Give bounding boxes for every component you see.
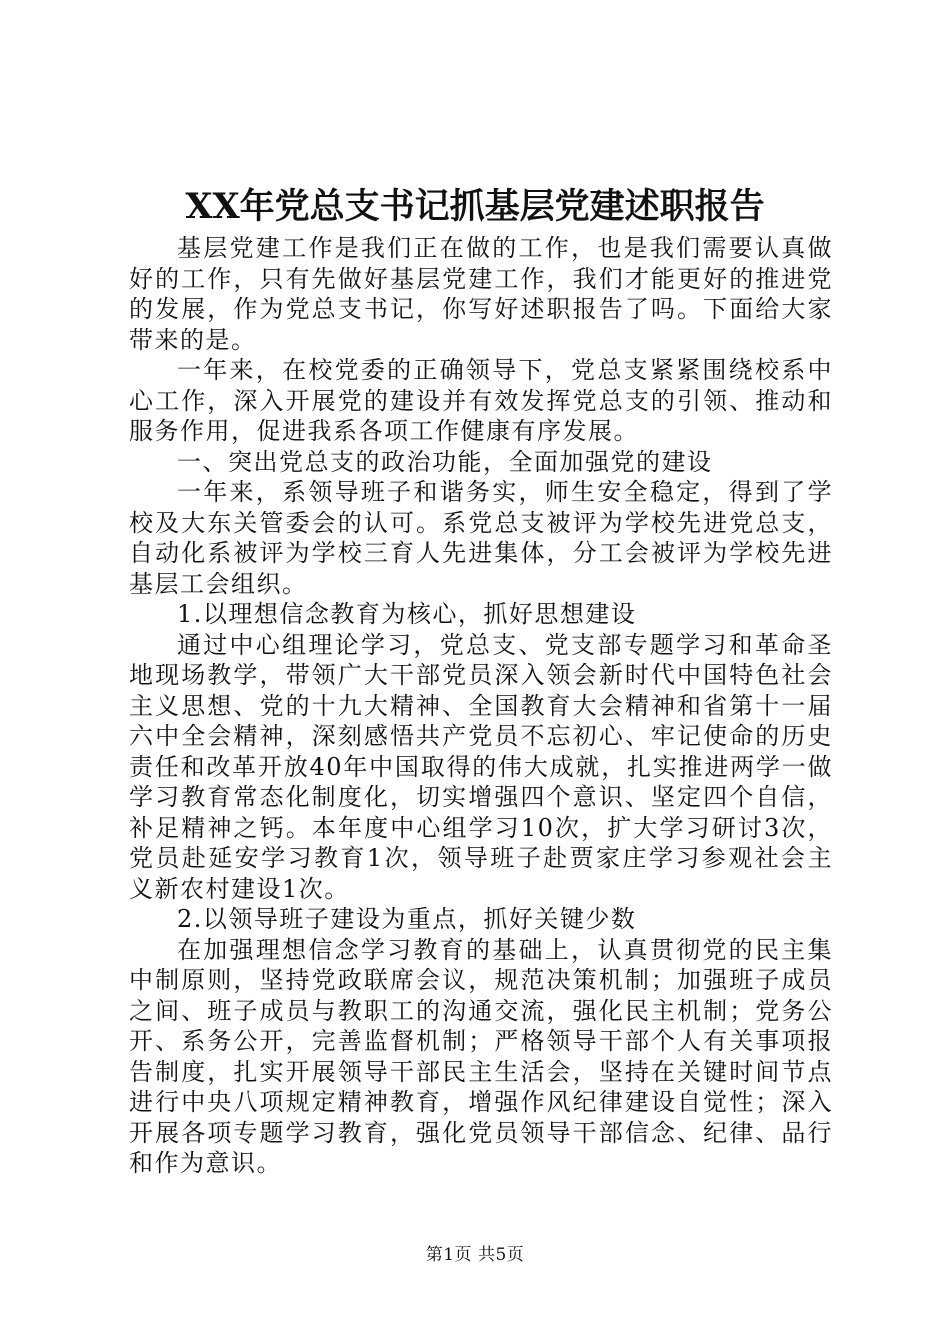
document-title: XX年党总支书记抓基层党建述职报告 [185,186,765,227]
paragraph-leadership: 在加强理想信念学习教育的基础上，认真贯彻党的民主集中制原则，坚持党政联席会议，规范决策机制；加强班子成员之间、班子成员与教职工的沟通交流，强化民主机制；党务公开、系务公开，完善监督机制；严格领导干部个人有关事项报告制度，扎实开展领导干部民主生活会，坚持在关键时间节点进行中央八项规定精神教育，增强作风纪律建设自觉性；深入开展各项专题学习教育，强化党员领导干部信念、纪律、品行和作为意识。 [129,935,833,1177]
document-body [129,233,833,1179]
paragraph-intro: 基层党建工作是我们正在做的工作，也是我们需要认真做好的工作，只有先做好基层党建工作，我们才能更好的推进党的发展，作为党总支书记，你写好述职报告了吗。下面给大家带来的是。 [129,234,833,354]
subsection-heading-1: 1.以理想信念教育为核心，抓好思想建设 [177,600,637,628]
paragraph-achievements: 一年来，系领导班子和谐务实，师生安全稳定，得到了学校及大东关管委会的认可。系党总支被评为学校先进党总支，自动化系被评为学校三育人先进集体，分工会被评为学校先进基层工会组织。 [129,478,833,598]
paragraph-overview: 一年来，在校党委的正确领导下，党总支紧紧围绕校系中心工作，深入开展党的建设并有效发挥党总支的引领、推动和服务作用，促进我系各项工作健康有序发展。 [129,356,833,445]
subsection-heading-2: 2.以领导班子建设为重点，抓好关键少数 [177,905,637,933]
section-heading-1: 一、突出党总支的政治功能，全面加强党的建设 [177,447,713,476]
page-number-footer: 第1页 共5页 [425,1245,525,1265]
paragraph-ideology: 通过中心组理论学习，党总支、党支部专题学习和革命圣地现场教学，带领广大干部党员深入领会新时代中国特色社会主义思想、党的十九大精神、全国教育大会精神和省第十一届六中全会精神，深刻感悟共产党员不忘初心、牢记使命的历史责任和改革开放40年中国取得的伟大成就，扎实推进两学一做学习教育常态化制度化，切实增强四个意识、坚定四个自信，补足精神之钙。本年度中心组学习10次，扩大学习研讨3次，党员赴延安学习教育1次，领导班子赴贾家庄学习参观社会主义新农村建设1次。 [129,630,833,903]
